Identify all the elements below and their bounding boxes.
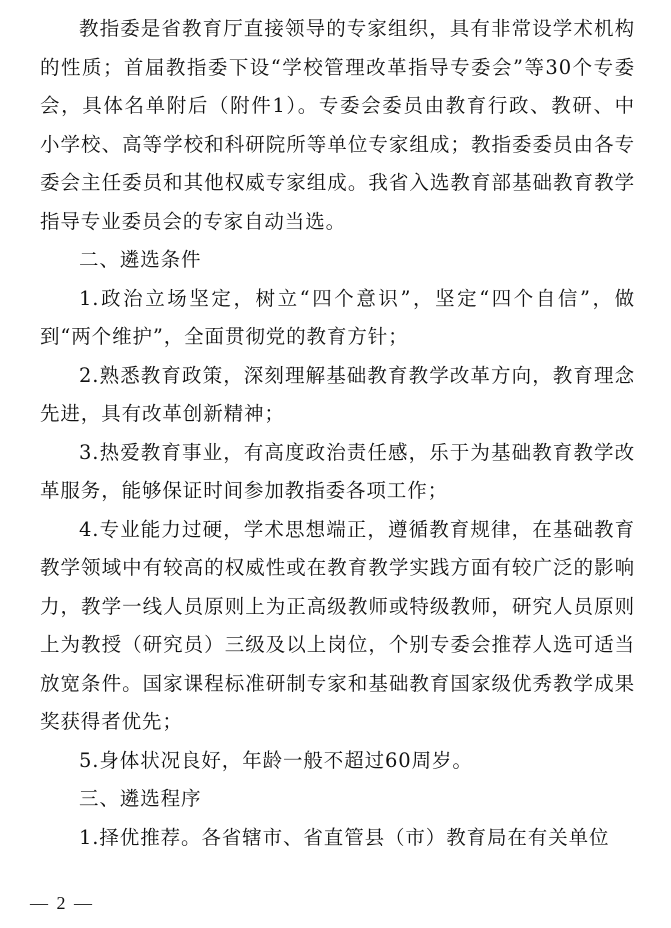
criteria-item-1: 1.政治立场坚定，树立“四个意识”，坚定“四个自信”，做到“两个维护”，全面贯彻党的教育方针； — [40, 286, 635, 348]
paragraph-intro: 教指委是省教育厅直接领导的专家组织，具有非常设学术机构的性质；首届教指委下设“学校管理改革指导专委会”等30个专委会，具体名单附后（附件1）。专委会委员由教育行政、教研、中小学校、高等学校和科研院所等单位专家组成；教指委委员由各专委会主任委员和其他权威专家组成。我省入选教育部基础教育教学指导专业委员会的专家自动当选。 — [40, 17, 635, 233]
criteria-item-5: 5.身体状况良好，年龄一般不超过60周岁。 — [79, 748, 473, 772]
document-body — [40, 10, 635, 857]
section-heading-selection-criteria: 二、遴选条件 — [79, 248, 202, 271]
criteria-item-2: 2.熟悉教育政策，深刻理解基础教育教学改革方向，教育理念先进，具有改革创新精神； — [40, 363, 635, 425]
section-heading-selection-procedure: 三、遴选程序 — [79, 787, 202, 810]
page-number: — 2 — — [30, 893, 94, 913]
criteria-item-3: 3.热爱教育事业，有高度政治责任感，乐于为基础教育教学改革服务，能够保证时间参加教指委各项工作； — [40, 440, 635, 502]
criteria-item-4: 4.专业能力过硬，学术思想端正，遵循教育规律，在基础教育教学领域中有较高的权威性或在教育教学实践方面有较广泛的影响力，教学一线人员原则上为正高级教师或特级教师，研究人员原则上为教授（研究员）三级及以上岗位，个别专委会推荐人选可适当放宽条件。国家课程标准研制专家和基础教育国家级优秀教学成果奖获得者优先； — [40, 517, 635, 733]
procedure-item-1: 1.择优推荐。各省辖市、省直管县（市）教育局在有关单位 — [79, 825, 610, 849]
